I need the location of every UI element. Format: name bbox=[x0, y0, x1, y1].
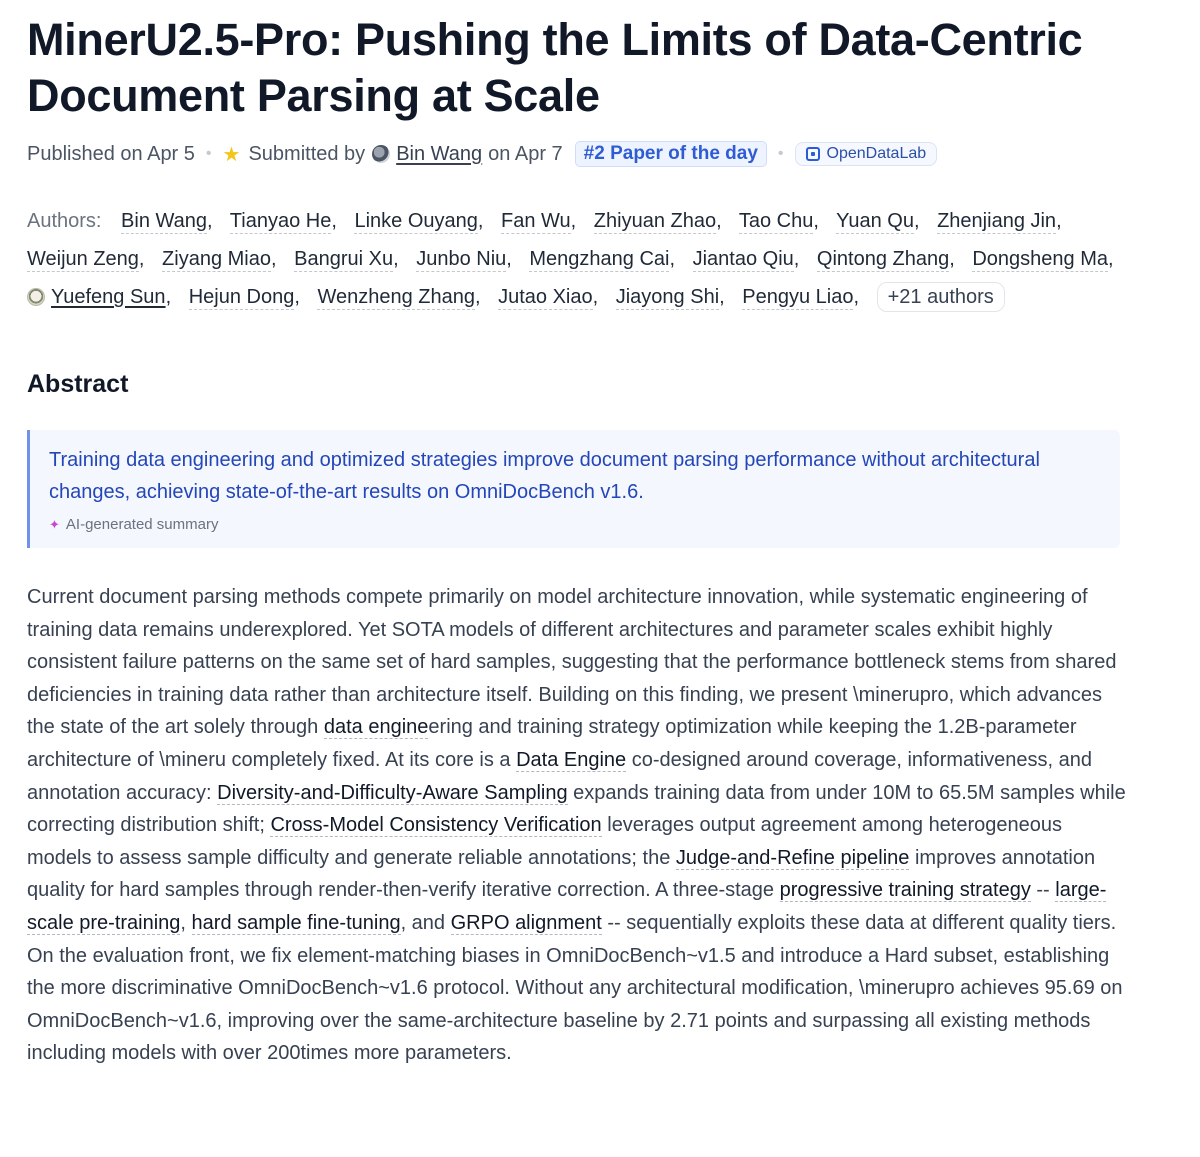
author-separator: , bbox=[506, 248, 512, 270]
author-link[interactable] bbox=[317, 286, 492, 308]
author-link[interactable] bbox=[972, 248, 1125, 270]
ai-summary-text: Training data engineering and optimized strategies improve document parsing performance without architectural changes, achieving state-of-the-art results on OmniDocBench v1.6. bbox=[49, 449, 1040, 503]
glossary-term[interactable]: Data Engine bbox=[516, 748, 627, 771]
author-separator: , bbox=[813, 210, 819, 232]
author-name: Linke Ouyang bbox=[354, 210, 478, 232]
author-name: Yuan Qu bbox=[836, 210, 914, 232]
author-name: Tao Chu bbox=[738, 210, 814, 232]
published-date: Published on Apr 5 bbox=[27, 142, 195, 165]
author-separator: , bbox=[294, 286, 300, 308]
author-separator: , bbox=[393, 248, 399, 270]
submitted-date: on Apr 7 bbox=[488, 142, 563, 165]
author-name: Jutao Xiao bbox=[498, 286, 593, 308]
glossary-term[interactable]: data engine bbox=[323, 716, 429, 739]
glossary-term[interactable]: Judge-and-Refine pipeline bbox=[675, 846, 910, 869]
author-link[interactable] bbox=[27, 286, 183, 308]
author-name: Jiantao Qiu bbox=[692, 248, 794, 270]
author-separator: , bbox=[1108, 248, 1114, 270]
abstract-text: -- bbox=[1030, 879, 1056, 902]
author-link[interactable] bbox=[529, 248, 687, 270]
author-name: Weijun Zeng bbox=[27, 248, 139, 270]
author-link[interactable] bbox=[354, 210, 495, 232]
author-link[interactable] bbox=[616, 286, 737, 308]
organization-name: OpenDataLab bbox=[826, 145, 927, 162]
abstract-body bbox=[27, 581, 1127, 1070]
glossary-term[interactable]: hard sample fine-tuning bbox=[191, 911, 401, 934]
glossary-term[interactable]: GRPO alignment bbox=[450, 911, 602, 934]
author-separator: , bbox=[1056, 210, 1062, 232]
author-separator: , bbox=[270, 248, 277, 270]
author-name: Wenzheng Zhang bbox=[317, 286, 475, 308]
author-link[interactable] bbox=[937, 210, 1074, 232]
author-name: Tianyao He bbox=[229, 210, 332, 232]
sparkle-icon: ✦ bbox=[49, 516, 60, 532]
author-name: Yuefeng Sun bbox=[51, 286, 166, 308]
author-link[interactable] bbox=[294, 248, 411, 270]
author-link[interactable] bbox=[501, 210, 588, 232]
author-name: Qintong Zhang bbox=[816, 248, 950, 270]
ai-summary-note bbox=[49, 516, 1100, 533]
ai-summary-label: AI-generated summary bbox=[65, 516, 219, 533]
abstract-text: , and bbox=[400, 911, 451, 934]
organization-badge[interactable] bbox=[795, 142, 938, 166]
organization-logo-icon bbox=[806, 147, 820, 161]
abstract-text: improves annotation quality for hard samples through render-then-verify iterative correction. A three-stage bbox=[27, 846, 1096, 902]
more-authors-button[interactable]: +21 authors bbox=[877, 282, 1005, 312]
abstract-heading: Abstract bbox=[27, 370, 129, 398]
author-name: Pengyu Liao bbox=[742, 286, 854, 308]
submitter-avatar[interactable] bbox=[372, 145, 390, 163]
author-name: Fan Wu bbox=[501, 210, 571, 232]
author-separator: , bbox=[477, 210, 484, 232]
author-separator: , bbox=[949, 248, 955, 270]
author-name: Bin Wang bbox=[121, 210, 208, 232]
author-name: Dongsheng Ma bbox=[972, 248, 1109, 270]
glossary-term[interactable]: progressive training strategy bbox=[779, 879, 1031, 902]
author-name: Junbo Niu bbox=[416, 248, 507, 270]
submitted-by-label: Submitted by bbox=[248, 142, 366, 165]
author-name: Zhenjiang Jin bbox=[937, 210, 1057, 232]
author-separator: , bbox=[165, 286, 172, 308]
author-link[interactable] bbox=[817, 248, 967, 270]
glossary-term[interactable]: Cross-Model Consistency Verification bbox=[270, 814, 602, 837]
author-avatar bbox=[27, 288, 45, 306]
author-name: Bangrui Xu bbox=[294, 248, 394, 270]
author-link[interactable] bbox=[230, 210, 349, 232]
paper-meta-bar bbox=[27, 138, 1173, 170]
author-name: Zhiyuan Zhao bbox=[593, 210, 717, 232]
separator-dot: • bbox=[777, 145, 784, 162]
author-link[interactable] bbox=[27, 248, 156, 270]
paper-of-day-badge[interactable]: #2 Paper of the day bbox=[575, 141, 767, 167]
abstract-text: ering and training strategy optimization while keeping the 1.2B-parameter architecture of \mineru completely fixed. At its core is a bbox=[27, 716, 1077, 771]
star-icon: ★ bbox=[222, 143, 241, 166]
author-link[interactable] bbox=[498, 286, 610, 308]
separator-dot: • bbox=[205, 145, 212, 162]
submitter-link[interactable]: Bin Wang bbox=[396, 142, 483, 165]
author-link[interactable] bbox=[693, 248, 812, 270]
paper-title: MinerU2.5-Pro: Pushing the Limits of Data-Centric Document Parsing at Scale bbox=[27, 14, 1083, 121]
author-separator: , bbox=[853, 286, 860, 308]
author-name: Jiayong Shi bbox=[615, 286, 720, 308]
author-link[interactable] bbox=[189, 286, 312, 308]
abstract-text: leverages output agreement among heterogeneous models to assess sample difficulty and generate reliable annotations; the bbox=[27, 814, 1063, 869]
abstract-text: -- sequentially exploits these data at different quality tiers. On the evaluation front, we fix element-matching biases in OmniDocBench~v1.5 and introduce a Hard subset, establishing the more discriminative OmniDocBench~v1.6 protocol. Without any architectural modification, \minerupro achieves 95.69 on OmniDocBench~v1.6, improving over the same-architecture baseline by 2.71 points and surpassing all existing methods including models with over 200times more parameters. bbox=[27, 911, 1123, 1065]
author-name: Hejun Dong bbox=[188, 286, 295, 308]
authors-list bbox=[27, 202, 1173, 316]
author-link[interactable] bbox=[162, 248, 289, 270]
author-link[interactable] bbox=[742, 286, 871, 308]
glossary-term[interactable]: large-scale pre-training bbox=[27, 879, 1107, 934]
author-separator: , bbox=[570, 210, 577, 232]
author-separator: , bbox=[474, 286, 481, 308]
author-separator: , bbox=[138, 248, 145, 270]
ai-summary-box bbox=[27, 430, 1120, 548]
author-separator: , bbox=[716, 210, 722, 232]
author-separator: , bbox=[669, 248, 676, 270]
author-link[interactable] bbox=[594, 210, 734, 232]
author-link[interactable] bbox=[739, 210, 831, 232]
author-link[interactable] bbox=[416, 248, 524, 270]
abstract-text: co-designed around coverage, informativeness, and annotation accuracy: bbox=[27, 748, 1093, 804]
author-separator: , bbox=[793, 248, 800, 270]
author-link[interactable] bbox=[121, 210, 225, 232]
abstract-text: Current document parsing methods compete primarily on model architecture innovation, while systematic engineering of training data remains underexplored. Yet SOTA models of different architectures and parameter scales exhibit highly consistent failure patterns on the same set of hard samples, suggesting that the performance bottleneck stems from shared deficiencies in training data rather than architecture itself. Building on this finding, we present \minerupro, which advances the state of the art solely through bbox=[27, 586, 1117, 739]
glossary-term[interactable]: Diversity-and-Difficulty-Aware Sampling bbox=[217, 781, 568, 804]
author-separator: , bbox=[331, 210, 337, 232]
authors-label: Authors: bbox=[27, 210, 102, 232]
author-link[interactable] bbox=[836, 210, 931, 232]
author-separator: , bbox=[719, 286, 725, 308]
abstract-text: expands training data from under 10M to 65.5M samples while correcting distribution shift; bbox=[27, 781, 1126, 837]
author-separator: , bbox=[913, 210, 920, 232]
author-name: Ziyang Miao bbox=[162, 248, 271, 270]
author-separator: , bbox=[592, 286, 599, 308]
author-name: Mengzhang Cai bbox=[529, 248, 670, 270]
abstract-text: , bbox=[180, 911, 192, 934]
author-separator: , bbox=[207, 210, 213, 232]
